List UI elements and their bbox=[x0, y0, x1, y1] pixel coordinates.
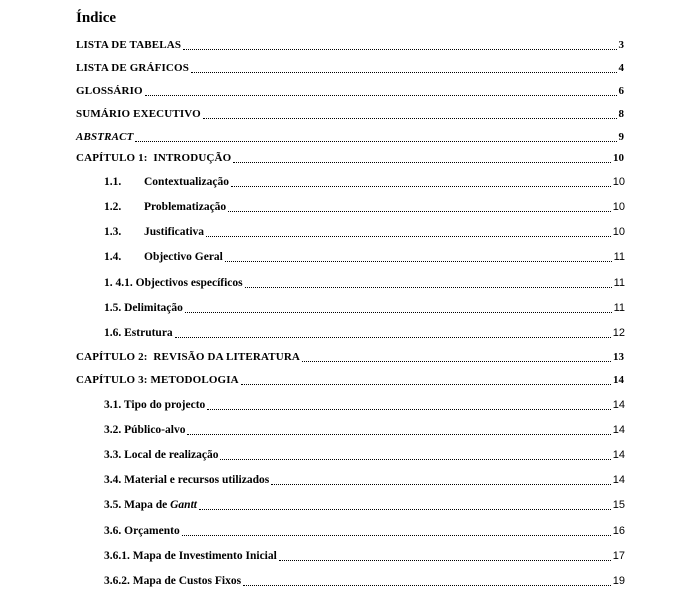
toc-entry-page: 11 bbox=[613, 251, 625, 263]
toc-entry-text: 1.6. Estrutura bbox=[104, 327, 173, 339]
toc-entry-text: ABSTRACT bbox=[76, 131, 134, 143]
toc-entry-3-6-2[interactable] bbox=[104, 573, 625, 589]
dot-leader bbox=[175, 337, 611, 338]
dot-leader bbox=[231, 186, 611, 187]
toc-entry-text: Justificativa bbox=[144, 226, 205, 238]
dot-leader bbox=[185, 312, 612, 313]
toc-entry-text: 3.6.2. Mapa de Custos Fixos bbox=[104, 575, 242, 587]
toc-entry-page: 15 bbox=[612, 499, 625, 511]
toc-entry-page: 14 bbox=[612, 424, 625, 436]
toc-entry-number: 1.2. bbox=[104, 201, 122, 213]
toc-entry-page: 14 bbox=[612, 399, 625, 411]
dot-leader bbox=[199, 509, 611, 510]
toc-entry-capitulo-2[interactable] bbox=[76, 349, 624, 365]
dot-leader bbox=[182, 535, 611, 536]
toc-entry-page: 10 bbox=[613, 152, 624, 164]
toc-entry-text: CAPÍTULO 3: METODOLOGIA bbox=[76, 374, 239, 386]
toc-entry-page: 11 bbox=[613, 302, 625, 314]
toc-entry-text: SUMÁRIO EXECUTIVO bbox=[76, 108, 201, 120]
toc-entry-text-italic: Gantt bbox=[170, 499, 197, 511]
toc-entry-page: 6 bbox=[618, 85, 624, 97]
dot-leader bbox=[241, 384, 611, 385]
toc-entry-page: 8 bbox=[618, 108, 624, 120]
dot-leader bbox=[243, 585, 611, 586]
toc-entry-text: LISTA DE TABELAS bbox=[76, 39, 182, 51]
toc-entry-3-6[interactable] bbox=[104, 523, 625, 539]
toc-entry-page: 9 bbox=[618, 131, 624, 143]
toc-entry-number: 1.1. bbox=[104, 176, 122, 188]
dot-leader bbox=[187, 434, 610, 435]
toc-entry-text: LISTA DE GRÁFICOS bbox=[76, 62, 189, 74]
toc-entry-3-6-1[interactable] bbox=[104, 548, 625, 564]
toc-entry-1-5[interactable] bbox=[104, 300, 625, 316]
dot-leader bbox=[279, 560, 611, 561]
toc-entry-1-3[interactable] bbox=[104, 224, 625, 240]
toc-entry-page: 13 bbox=[613, 351, 624, 363]
toc-entry-capitulo-1[interactable] bbox=[76, 150, 624, 166]
toc-entry-3-4[interactable] bbox=[104, 472, 625, 488]
toc-entry-page: 4 bbox=[618, 62, 624, 74]
toc-entry-capitulo-3[interactable] bbox=[76, 372, 624, 388]
toc-entry-page: 3 bbox=[618, 39, 624, 51]
toc-entry-text: 3.1. Tipo do projecto bbox=[104, 399, 206, 411]
dot-leader bbox=[228, 211, 611, 212]
toc-entry-number: 1.4. bbox=[104, 251, 122, 263]
toc-entry-abstract[interactable] bbox=[76, 129, 624, 145]
toc-entry-1-6[interactable] bbox=[104, 325, 625, 341]
toc-entry-text: 3.3. Local de realização bbox=[104, 449, 219, 461]
toc-entry-glossario[interactable] bbox=[76, 83, 624, 99]
toc-entry-text: 3.6. Orçamento bbox=[104, 525, 180, 537]
dot-leader bbox=[220, 459, 610, 460]
toc-entry-1-4[interactable] bbox=[104, 249, 625, 265]
toc-entry-text: 3.2. Público-alvo bbox=[104, 424, 186, 436]
toc-entry-page: 10 bbox=[612, 201, 625, 213]
toc-entry-3-2[interactable] bbox=[104, 422, 625, 438]
dot-leader bbox=[233, 162, 611, 163]
dot-leader bbox=[225, 261, 612, 262]
toc-entry-page: 16 bbox=[612, 525, 625, 537]
toc-entry-1-4-1[interactable] bbox=[104, 275, 625, 291]
toc-entry-sumario-executivo[interactable] bbox=[76, 106, 624, 122]
toc-entry-page: 19 bbox=[612, 575, 625, 587]
toc-entry-3-5[interactable] bbox=[104, 497, 625, 513]
toc-entry-3-3[interactable] bbox=[104, 447, 625, 463]
toc-entry-text: CAPÍTULO 1: INTRODUÇÃO bbox=[76, 152, 232, 164]
toc-entry-lista-de-tabelas[interactable] bbox=[76, 37, 624, 53]
toc-entry-page: 14 bbox=[613, 374, 624, 386]
toc-entry-page: 14 bbox=[612, 449, 625, 461]
toc-entry-text: Problematização bbox=[144, 201, 227, 213]
toc-entry-lista-de-graficos[interactable] bbox=[76, 60, 624, 76]
toc-entry-number: 1.3. bbox=[104, 226, 122, 238]
toc-entry-text: Contextualização bbox=[144, 176, 229, 188]
dot-leader bbox=[203, 118, 617, 119]
toc-entry-text: 3.4. Material e recursos utilizados bbox=[104, 474, 270, 486]
toc-entry-text: 1.5. Delimitação bbox=[104, 302, 183, 314]
toc-entry-text: Objectivo Geral bbox=[144, 251, 223, 263]
toc-title: Índice bbox=[76, 10, 117, 26]
toc-entry-text: 1. 4.1. Objectivos específicos bbox=[104, 277, 243, 289]
dot-leader bbox=[183, 49, 616, 50]
toc-entry-text: 3.6.1. Mapa de Investimento Inicial bbox=[104, 550, 277, 562]
toc-entry-text: CAPÍTULO 2: REVISÃO DA LITERATURA bbox=[76, 351, 301, 363]
toc-entry-text: 3.5. Mapa de bbox=[104, 499, 171, 511]
toc-entry-page: 14 bbox=[612, 474, 625, 486]
dot-leader bbox=[135, 141, 616, 142]
dot-leader bbox=[271, 484, 611, 485]
dot-leader bbox=[245, 287, 612, 288]
toc-entry-page: 12 bbox=[612, 327, 625, 339]
toc-entry-3-1[interactable] bbox=[104, 397, 625, 413]
dot-leader bbox=[191, 72, 617, 73]
toc-entry-page: 10 bbox=[612, 176, 625, 188]
dot-leader bbox=[206, 236, 611, 237]
toc-entry-text: GLOSSÁRIO bbox=[76, 85, 143, 97]
toc-entry-1-2[interactable] bbox=[104, 199, 625, 215]
dot-leader bbox=[207, 409, 610, 410]
toc-entry-1-1[interactable] bbox=[104, 174, 625, 190]
toc-entry-page: 17 bbox=[612, 550, 625, 562]
toc-entry-page: 11 bbox=[613, 277, 625, 289]
toc-entry-page: 10 bbox=[612, 226, 625, 238]
dot-leader bbox=[145, 95, 617, 96]
dot-leader bbox=[302, 361, 611, 362]
